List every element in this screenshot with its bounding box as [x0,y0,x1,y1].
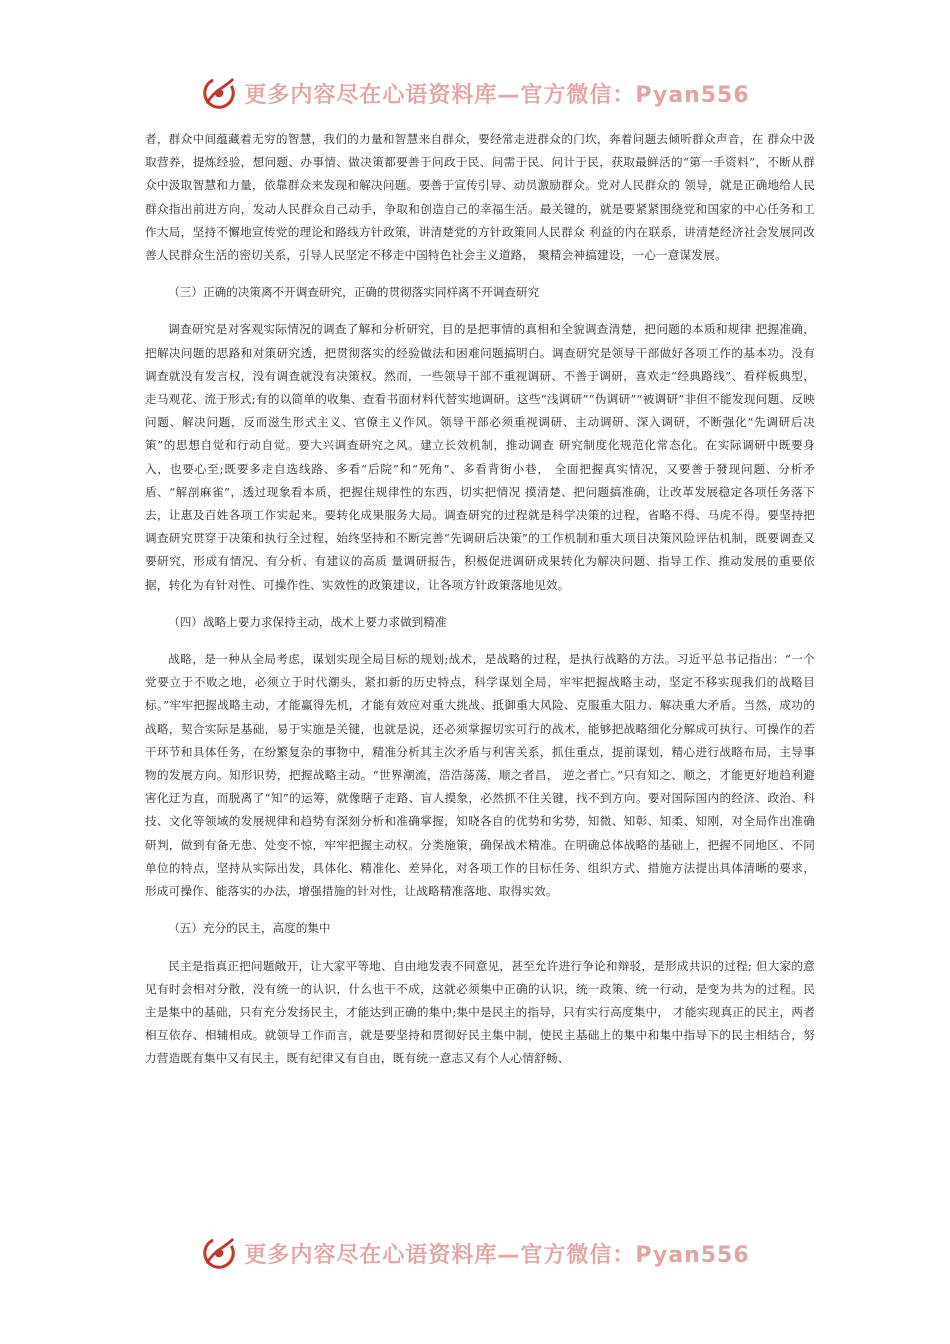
section-heading-4: （四）战略上要力求保持主动，战术上要力求做到精准 [168,614,447,629]
paragraph-4: 民主是指真正把问题敞开，让大家平等地、自由地发表不同意见，甚至允许进行争论和辩驳，是形成共识的过程; 但大家的意见有时会相对分散，没有统一的认识，什么也干不成，这就必须集中正确的认识，统一政策、统一行动，是变为共为的过程。民主是集中的基础，只有充分发扬民主，才能达到正确的集中;集中是民主的指导，只有实行高度集中， 才能实现真正的民主，两者相互依存、相辅相成。就领导工作而言，就是要坚持和贯彻好民主集中制，使民主基础上的集中和集中指导下的民主相结合，努力营造既有集中又有民主，既有纪律又有自由，既有统一意志又有个人心情舒畅、 [145,958,815,1066]
paragraph-3: 战略，是一种从全局考虑，谋划实现全局目标的规划;战术，是战略的过程，是执行战略的方法。习近平总书记指出：“一个党要立于不败之地，必须立于时代潮头，紧扣新的历史特点，科学谋划全局，牢牢把握战略主动，坚定不移实现我们的战略目标。”牢牢把握战略主动，才能赢得先机，才能有效应对重大挑战、抵御重大风险、克服重大阻力、解决重大矛盾。当然，成功的战略，契合实际是基础，易于实施是关键，也就是说，还必须掌握切实可行的战术，能够把战略细化分解成可执行、可操作的若干环节和具体任务，在纷繁复杂的事物中，精准分析其主次矛盾与利害关系，抓住重点，提前谋划，精心进行战略布局，主导事物的发展方向。知形识势，把握战略主动。“世界潮流，浩浩荡荡，顺之者昌， 逆之者亡。”只有知之、顺之，才能更好地趋利避害化迂为直，而脱离了“知”的运筹，就像瞎子走路、盲人摸象，必然抓不住关键，找不到方向。要对国际国内的经济、政治、科技、文化等领域的发展规律和趋势有深刻分析和准确掌握，知晓各自的优势和劣势，知微、知彰、知柔、知刚，对全局作出准确研判，做到有备无患、处变不惊，牢牢把握主动权。分类施策，确保战术精准。在明确总体战略的基础上，把握不同地区、不同单位的特点，坚持从实际出发，具体化、精准化、差异化，对各项工作的目标任务、组织方式、措施方法提出具体清晰的要求，形成可操作、能落实的办法，增强措施的针对性，让战略精准落地、取得实效。 [145,652,815,899]
footer-banner [0,1230,950,1276]
footer-banner-text: 更多内容尽在心语资料库—官方微信：Pyan556 [244,1242,750,1268]
document-body [145,128,815,1085]
section-heading-5: （五）充分的民主，高度的集中 [168,921,331,936]
section-heading-3: （三）正确的决策离不开调查研究，正确的贯彻落实同样离不开调查研究 [168,285,540,300]
header-banner-text: 更多内容尽在心语资料库—官方微信：Pyan556 [244,82,750,108]
brand-logo-icon [200,74,238,112]
header-banner [0,70,950,116]
paragraph-2: 调查研究是对客观实际情况的调查了解和分析研究，目的是把事情的真相和全貌调查清楚，把问题的本质和规律 把握准确，把解决问题的思路和对策研究透，把贯彻落实的经验做法和困难问题搞明白。调查研究是领导干部做好各项工作的基本功。没有调查就没有发言权，没有调查就没有决策权。然而，一些领导干部不重视调研、不善于调研，喜欢走“经典路线”、看样板典型，走马观花、流于形式;有的以简单的收集、查看书面材料代替实地调研。这些“浅调研”“伪调研”“被调研”非但不能发现问题、反映问题、解决问题，反而滋生形式主义、官僚主义作风。领导干部必须重视调研、主动调研、深入调研，不断强化“先调研后决策”的思想自觉和行动自觉。要大兴调查研究之风。建立长效机制，推动调查 研究制度化规范化常态化。在实际调研中既要身入，也要心至;既要多走自选线路、多看“后院”和“死角”、多看背街小巷， 全面把握真实情况，又要善于發现问题、分析矛盾、“解剖麻雀”，透过现象看本质，把握住规律性的东西，切实把情况 摸清楚、把问题搞准确，让改革发展稳定各项任务落下去，让惠及百姓各项工作实起来。要转化成果服务大局。调查研究的过程就是科学决策的过程，省略不得、马虎不得。要坚持把调查研究贯穿于决策和执行全过程，始终坚持和不断完善“先调研后决策”的工作机制和重大项目决策风险评估机制，既要调查又要研究，形成有情况、有分析、有建议的高质 量调研报告，积极促进调研成果转化为解决问题、指导工作、推动发展的重要依据，转化为有针对性、可操作性、实效性的政策建议，让各项方针政策落地见效。 [145,322,815,592]
paragraph-1: 者，群众中间蕴藏着无穷的智慧，我们的力量和智慧来自群众，要经常走进群众的门坎，奔着问题去倾听群众声音，在 群众中汲取营养，提炼经验，想问题、办事情、做决策都要善于问政于民、问需于民、问计于民，获取最鲜活的“第一手资料”，不断从群众中汲取智慧和力量，依靠群众来发现和解决问题。要善于宣传引导、动员激励群众。党对人民群众的 领导，就是正确地给人民群众指出前进方向，发动人民群众自己动手，争取和创造自己的幸福生活。最关键的，就是要紧紧围绕党和国家的中心任务和工作大局，坚持不懈地宣传党的理论和路线方针政策，讲清楚党的方针政策同人民群众 利益的内在联系，讲清楚经济社会发展同改善人民群众生活的密切关系，引导人民坚定不移走中国特色社会主义道路， 聚精会神搞建设，一心一意谋发展。 [145,132,815,263]
brand-logo-icon [200,1234,238,1272]
